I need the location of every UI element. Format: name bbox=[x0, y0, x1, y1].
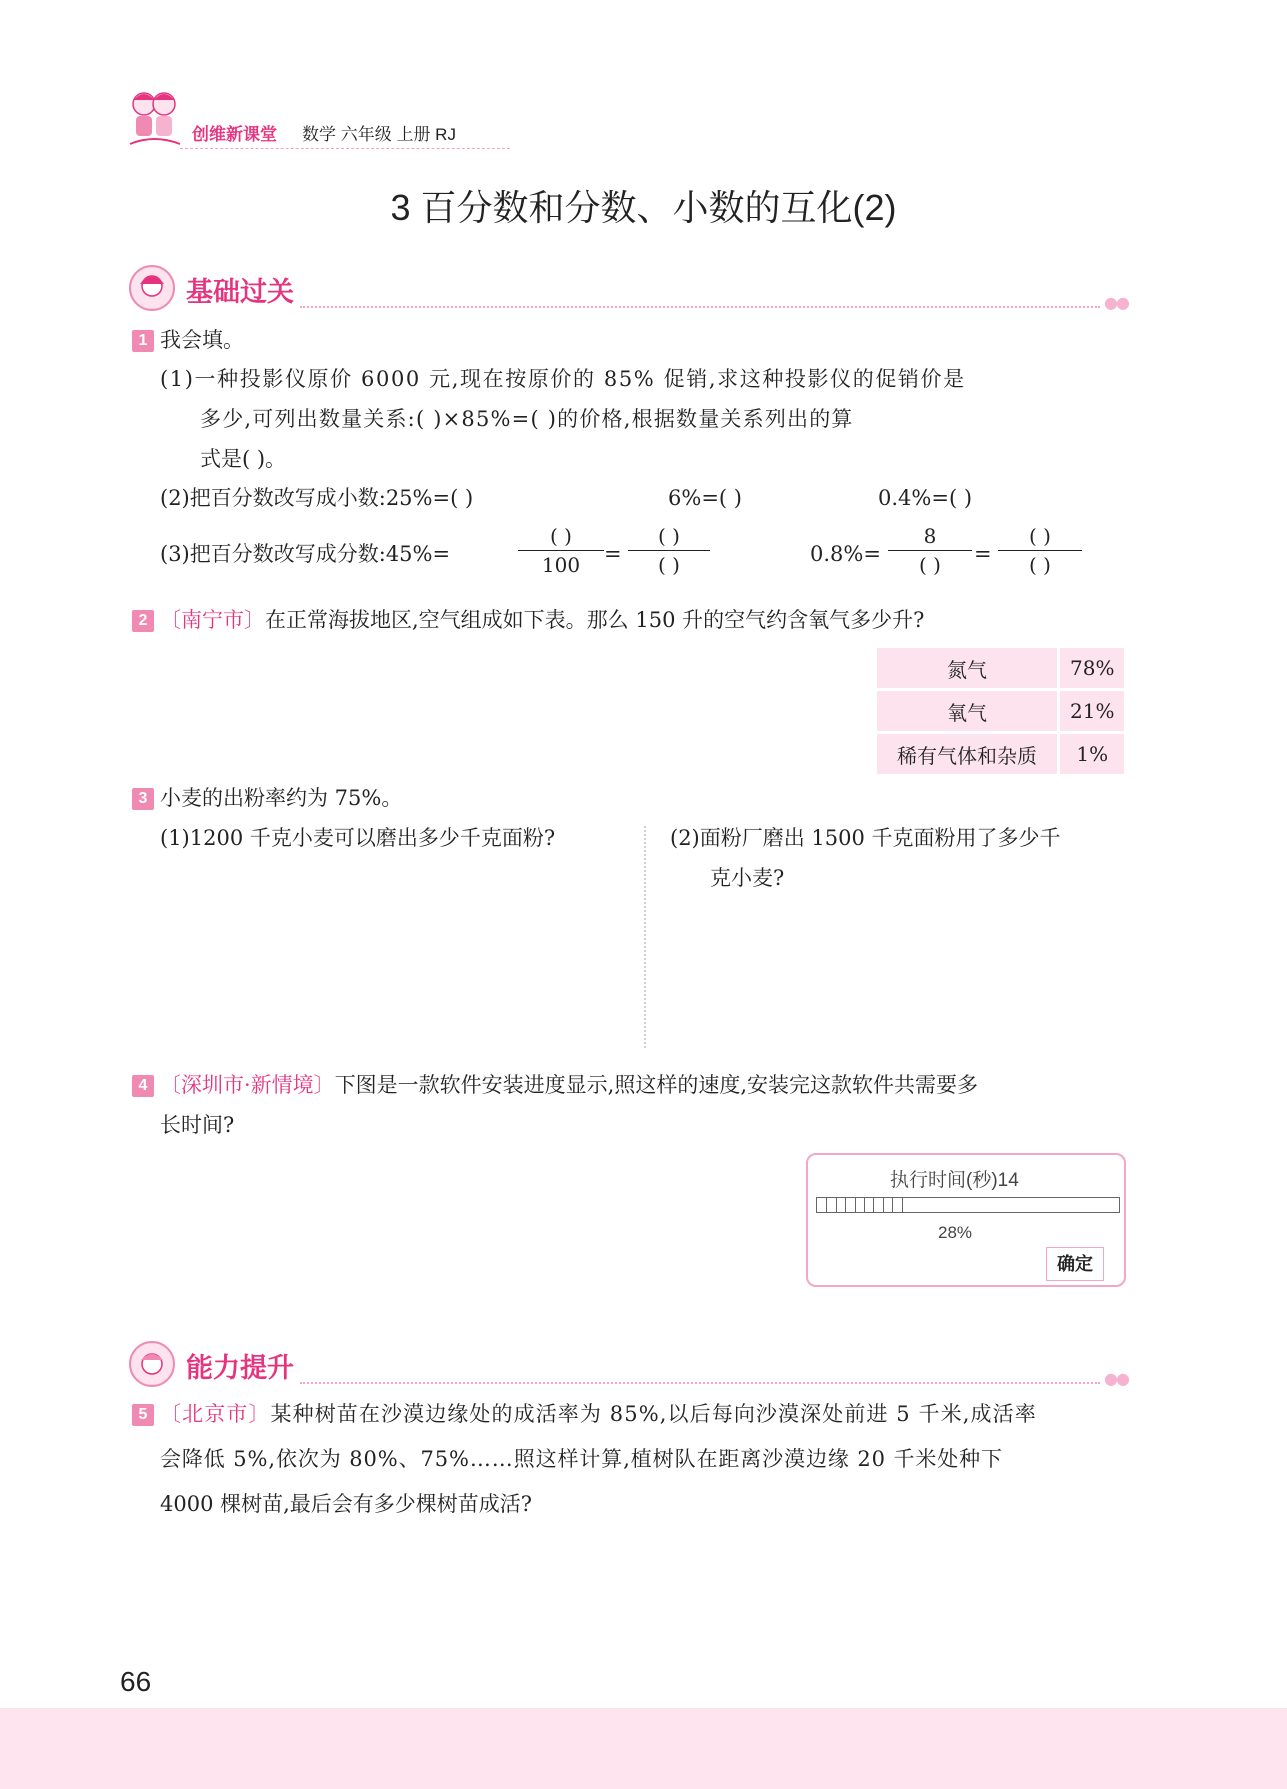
header-divider bbox=[180, 148, 510, 150]
boy-avatar-icon bbox=[128, 1340, 176, 1388]
q1-part1-line1: (1)一种投影仪原价 6000 元,现在按原价的 85% 促销,求这种投影仪的促销价是 bbox=[160, 367, 966, 391]
brand-name: 创维新课堂 bbox=[192, 125, 277, 144]
progress-segment bbox=[883, 1198, 884, 1212]
air-composition-table bbox=[874, 645, 1127, 777]
q5-line1: 〔北京市〕某种树苗在沙漠边缘处的成活率为 85%,以后每向沙漠深处前进 5 千米,成活率 bbox=[160, 1402, 1037, 1426]
q1-part2-b: 6%=( ) bbox=[668, 486, 742, 510]
book-info: 数学 六年级 上册 RJ bbox=[302, 125, 456, 144]
table-cell: 1% bbox=[1060, 734, 1124, 774]
progress-segment bbox=[855, 1198, 856, 1212]
q1-part2-c: 0.4%=( ) bbox=[878, 486, 973, 510]
equals-sign: = bbox=[604, 542, 622, 566]
question-number: 2 bbox=[132, 610, 154, 632]
q1-intro: 我会填。 bbox=[160, 328, 244, 352]
table-row bbox=[877, 691, 1124, 731]
q1-part1-line3: 式是( )。 bbox=[200, 447, 287, 471]
question-number: 1 bbox=[132, 330, 154, 352]
fraction: ( ) 100 bbox=[518, 522, 604, 579]
fraction: 8 ( ) bbox=[888, 522, 972, 579]
source-tag: 〔深圳市·新情境〕 bbox=[160, 1073, 335, 1097]
elapsed-time-label: 执行时间(秒)14 bbox=[890, 1170, 1019, 1191]
q1-part1-line2: 多少,可列出数量关系:( )×85%=( )的价格,根据数量关系列出的算 bbox=[200, 407, 854, 431]
q1-part3-label: (3)把百分数改写成分数:45%= bbox=[160, 542, 451, 566]
q3-part1: (1)1200 千克小麦可以磨出多少千克面粉? bbox=[160, 826, 556, 850]
table-cell: 氧气 bbox=[877, 691, 1057, 731]
question-number: 4 bbox=[132, 1075, 154, 1097]
table-cell: 78% bbox=[1060, 648, 1124, 688]
progress-percent: 28% bbox=[938, 1223, 973, 1242]
kids-logo-icon bbox=[124, 86, 184, 150]
source-tag: 〔南宁市〕 bbox=[160, 608, 265, 632]
fraction: ( ) ( ) bbox=[998, 522, 1082, 579]
column-divider bbox=[644, 826, 646, 1048]
q3-part2-line1: (2)面粉厂磨出 1500 千克面粉用了多少千 bbox=[670, 826, 1061, 850]
progress-bar bbox=[816, 1197, 1120, 1213]
equals-sign: = bbox=[974, 542, 992, 566]
progress-segment bbox=[845, 1198, 846, 1212]
table-cell: 氮气 bbox=[877, 648, 1057, 688]
section-rule bbox=[300, 306, 1100, 310]
q4-line1: 〔深圳市·新情境〕下图是一款软件安装进度显示,照这样的速度,安装完这款软件共需要多 bbox=[160, 1073, 979, 1097]
table-row bbox=[877, 648, 1124, 688]
table-cell: 稀有气体和杂质 bbox=[877, 734, 1057, 774]
progress-segment bbox=[902, 1198, 903, 1212]
source-tag: 〔北京市〕 bbox=[160, 1402, 271, 1426]
q5-line3: 4000 棵树苗,最后会有多少棵树苗成活? bbox=[160, 1492, 533, 1516]
progress-segment bbox=[864, 1198, 865, 1212]
progress-segment bbox=[836, 1198, 837, 1212]
table-cell: 21% bbox=[1060, 691, 1124, 731]
dots-ornament-icon: ●● bbox=[1104, 1369, 1128, 1388]
progress-segment bbox=[826, 1198, 827, 1212]
progress-fill bbox=[817, 1198, 902, 1212]
footer-band bbox=[0, 1708, 1287, 1789]
q3-text: 小麦的出粉率约为 75%。 bbox=[160, 786, 403, 810]
question-number: 5 bbox=[132, 1404, 154, 1426]
page-number: 66 bbox=[120, 1666, 152, 1697]
q3-part2-line2: 克小麦? bbox=[710, 866, 785, 890]
q5-line2: 会降低 5%,依次为 80%、75%……照这样计算,植树队在距离沙漠边缘 20 千米处种下 bbox=[160, 1447, 1003, 1471]
q1-part2-a: (2)把百分数改写成小数:25%=( ) bbox=[160, 486, 474, 510]
section-title-advanced: 能力提升 bbox=[186, 1353, 294, 1383]
q4-line2: 长时间? bbox=[160, 1113, 235, 1137]
progress-segment bbox=[873, 1198, 874, 1212]
section-title-basic: 基础过关 bbox=[186, 277, 294, 307]
page-title: 3 百分数和分数、小数的互化(2) bbox=[390, 187, 897, 228]
install-progress-dialog bbox=[806, 1153, 1126, 1287]
fraction: ( ) ( ) bbox=[628, 522, 710, 579]
q2-text: 〔南宁市〕在正常海拔地区,空气组成如下表。那么 150 升的空气约含氧气多少升? bbox=[160, 608, 925, 632]
table-row bbox=[877, 734, 1124, 774]
confirm-button[interactable]: 确定 bbox=[1046, 1247, 1104, 1281]
dots-ornament-icon: ●● bbox=[1104, 293, 1128, 312]
question-number: 3 bbox=[132, 788, 154, 810]
section-rule bbox=[300, 1382, 1100, 1386]
progress-segment bbox=[892, 1198, 893, 1212]
q1-part3-b-label: 0.8%= bbox=[810, 542, 881, 566]
girl-avatar-icon bbox=[128, 264, 176, 312]
